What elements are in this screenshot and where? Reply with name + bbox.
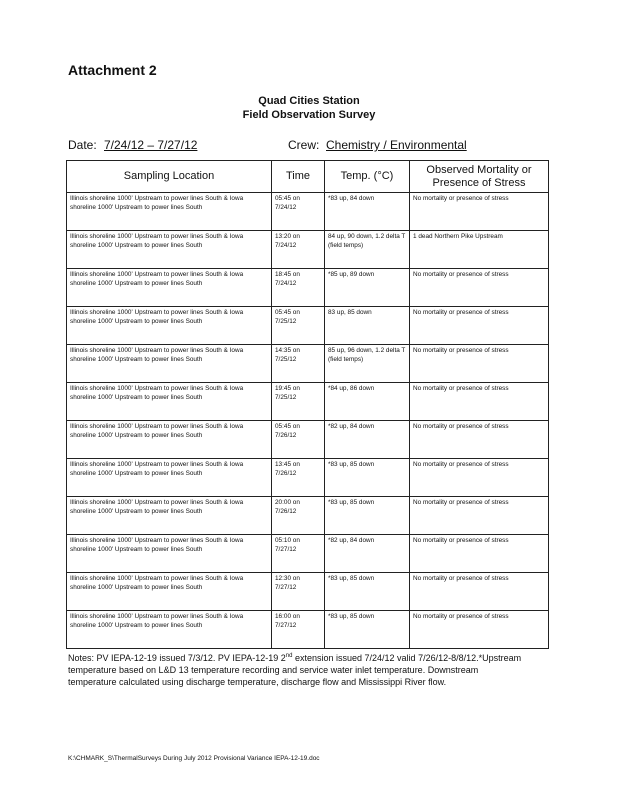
table-row: [67, 231, 549, 269]
cell-observation: No mortality or presence of stress: [410, 573, 549, 611]
notes-superscript: nd: [285, 653, 293, 659]
notes-part2: extension issued 7/24/12 valid 7/26/12-8/8/12.*Upstream temperature based on L&D 13 temperature recording and service water inlet temperature. Downstream temperature calculated using discharge temperature, discharge flow and Mississippi River flow.: [68, 653, 522, 687]
cell-observation: No mortality or presence of stress: [410, 383, 549, 421]
crew-value: Chemistry / Environmental: [326, 138, 467, 152]
cell-temp: *85 up, 89 down: [325, 269, 410, 307]
station-title: Quad Cities Station: [258, 95, 360, 107]
table-row: [67, 497, 549, 535]
cell-sampling-location: Illinois shoreline 1000' Upstream to power lines South & Iowa shoreline 1000' Upstream to power lines South: [67, 535, 272, 573]
notes-part1: Notes: PV IEPA-12-19 issued 7/3/12. PV IEPA-12-19 2: [68, 653, 286, 663]
cell-time: 05:45 on 7/25/12: [272, 307, 325, 345]
survey-table: [66, 160, 549, 649]
cell-time: 16:00 on 7/27/12: [272, 611, 325, 649]
cell-observation: No mortality or presence of stress: [410, 459, 549, 497]
table-row: [67, 421, 549, 459]
table-row: [67, 573, 549, 611]
cell-observation: No mortality or presence of stress: [410, 535, 549, 573]
table-row: [67, 611, 549, 649]
cell-observation: No mortality or presence of stress: [410, 193, 549, 231]
cell-time: 12:30 on 7/27/12: [272, 573, 325, 611]
header-temp: Temp. (°C): [325, 161, 410, 193]
table-row: [67, 535, 549, 573]
cell-sampling-location: Illinois shoreline 1000' Upstream to power lines South & Iowa shoreline 1000' Upstream to power lines South: [67, 307, 272, 345]
survey-table-body: [67, 193, 549, 649]
header-sampling-location: Sampling Location: [67, 161, 272, 193]
cell-sampling-location: Illinois shoreline 1000' Upstream to power lines South & Iowa shoreline 1000' Upstream to power lines South: [67, 269, 272, 307]
table-row: [67, 345, 549, 383]
cell-sampling-location: Illinois shoreline 1000' Upstream to power lines South & Iowa shoreline 1000' Upstream to power lines South: [67, 497, 272, 535]
cell-temp: 84 up, 90 down, 1.2 delta T (field temps): [325, 231, 410, 269]
cell-temp: *83 up, 85 down: [325, 611, 410, 649]
cell-time: 19:45 on 7/25/12: [272, 383, 325, 421]
cell-time: 05:45 on 7/26/12: [272, 421, 325, 459]
table-row: [67, 383, 549, 421]
cell-temp: *82 up, 84 down: [325, 535, 410, 573]
cell-observation: 1 dead Northern Pike Upstream: [410, 231, 549, 269]
cell-temp: *83 up, 85 down: [325, 459, 410, 497]
cell-time: 14:35 on 7/25/12: [272, 345, 325, 383]
table-row: [67, 307, 549, 345]
crew-label: Crew:: [288, 138, 320, 152]
cell-observation: No mortality or presence of stress: [410, 307, 549, 345]
cell-time: 05:45 on 7/24/12: [272, 193, 325, 231]
cell-observation: No mortality or presence of stress: [410, 611, 549, 649]
cell-observation: No mortality or presence of stress: [410, 269, 549, 307]
cell-temp: *82 up, 84 down: [325, 421, 410, 459]
cell-time: 20:00 on 7/26/12: [272, 497, 325, 535]
date-value: 7/24/12 – 7/27/12: [104, 138, 198, 152]
cell-sampling-location: Illinois shoreline 1000' Upstream to power lines South & Iowa shoreline 1000' Upstream to power lines South: [67, 459, 272, 497]
table-row: [67, 193, 549, 231]
attachment-heading: Attachment 2: [68, 62, 157, 78]
cell-sampling-location: Illinois shoreline 1000' Upstream to power lines South & Iowa shoreline 1000' Upstream to power lines South: [67, 421, 272, 459]
cell-time: 13:45 on 7/26/12: [272, 459, 325, 497]
cell-observation: No mortality or presence of stress: [410, 497, 549, 535]
cell-observation: No mortality or presence of stress: [410, 345, 549, 383]
cell-temp: *83 up, 85 down: [325, 573, 410, 611]
cell-sampling-location: Illinois shoreline 1000' Upstream to power lines South & Iowa shoreline 1000' Upstream to power lines South: [67, 345, 272, 383]
cell-sampling-location: Illinois shoreline 1000' Upstream to power lines South & Iowa shoreline 1000' Upstream to power lines South: [67, 383, 272, 421]
cell-temp: 83 up, 85 down: [325, 307, 410, 345]
cell-temp: *84 up, 86 down: [325, 383, 410, 421]
table-row: [67, 459, 549, 497]
table-header-row: [67, 161, 549, 193]
cell-time: 05:10 on 7/27/12: [272, 535, 325, 573]
cell-sampling-location: Illinois shoreline 1000' Upstream to power lines South & Iowa shoreline 1000' Upstream to power lines South: [67, 193, 272, 231]
header-observation: Observed Mortality or Presence of Stress: [410, 161, 549, 193]
header-time: Time: [272, 161, 325, 193]
notes: [68, 650, 528, 688]
cell-observation: No mortality or presence of stress: [410, 421, 549, 459]
cell-temp: *83 up, 85 down: [325, 497, 410, 535]
table-row: [67, 269, 549, 307]
cell-time: 13:20 on 7/24/12: [272, 231, 325, 269]
cell-temp: 85 up, 96 down, 1.2 delta T (field temps): [325, 345, 410, 383]
cell-sampling-location: Illinois shoreline 1000' Upstream to power lines South & Iowa shoreline 1000' Upstream to power lines South: [67, 573, 272, 611]
cell-time: 18:45 on 7/24/12: [272, 269, 325, 307]
date-label: Date:: [68, 138, 97, 152]
cell-sampling-location: Illinois shoreline 1000' Upstream to power lines South & Iowa shoreline 1000' Upstream to power lines South: [67, 611, 272, 649]
cell-sampling-location: Illinois shoreline 1000' Upstream to power lines South & Iowa shoreline 1000' Upstream to power lines South: [67, 231, 272, 269]
footer-file-path: K:\CHMARK_S\ThermalSurveys During July 2012 Provisional Variance IEPA-12-19.doc: [68, 755, 320, 762]
cell-temp: *83 up, 84 down: [325, 193, 410, 231]
survey-title: Field Observation Survey: [242, 109, 376, 121]
